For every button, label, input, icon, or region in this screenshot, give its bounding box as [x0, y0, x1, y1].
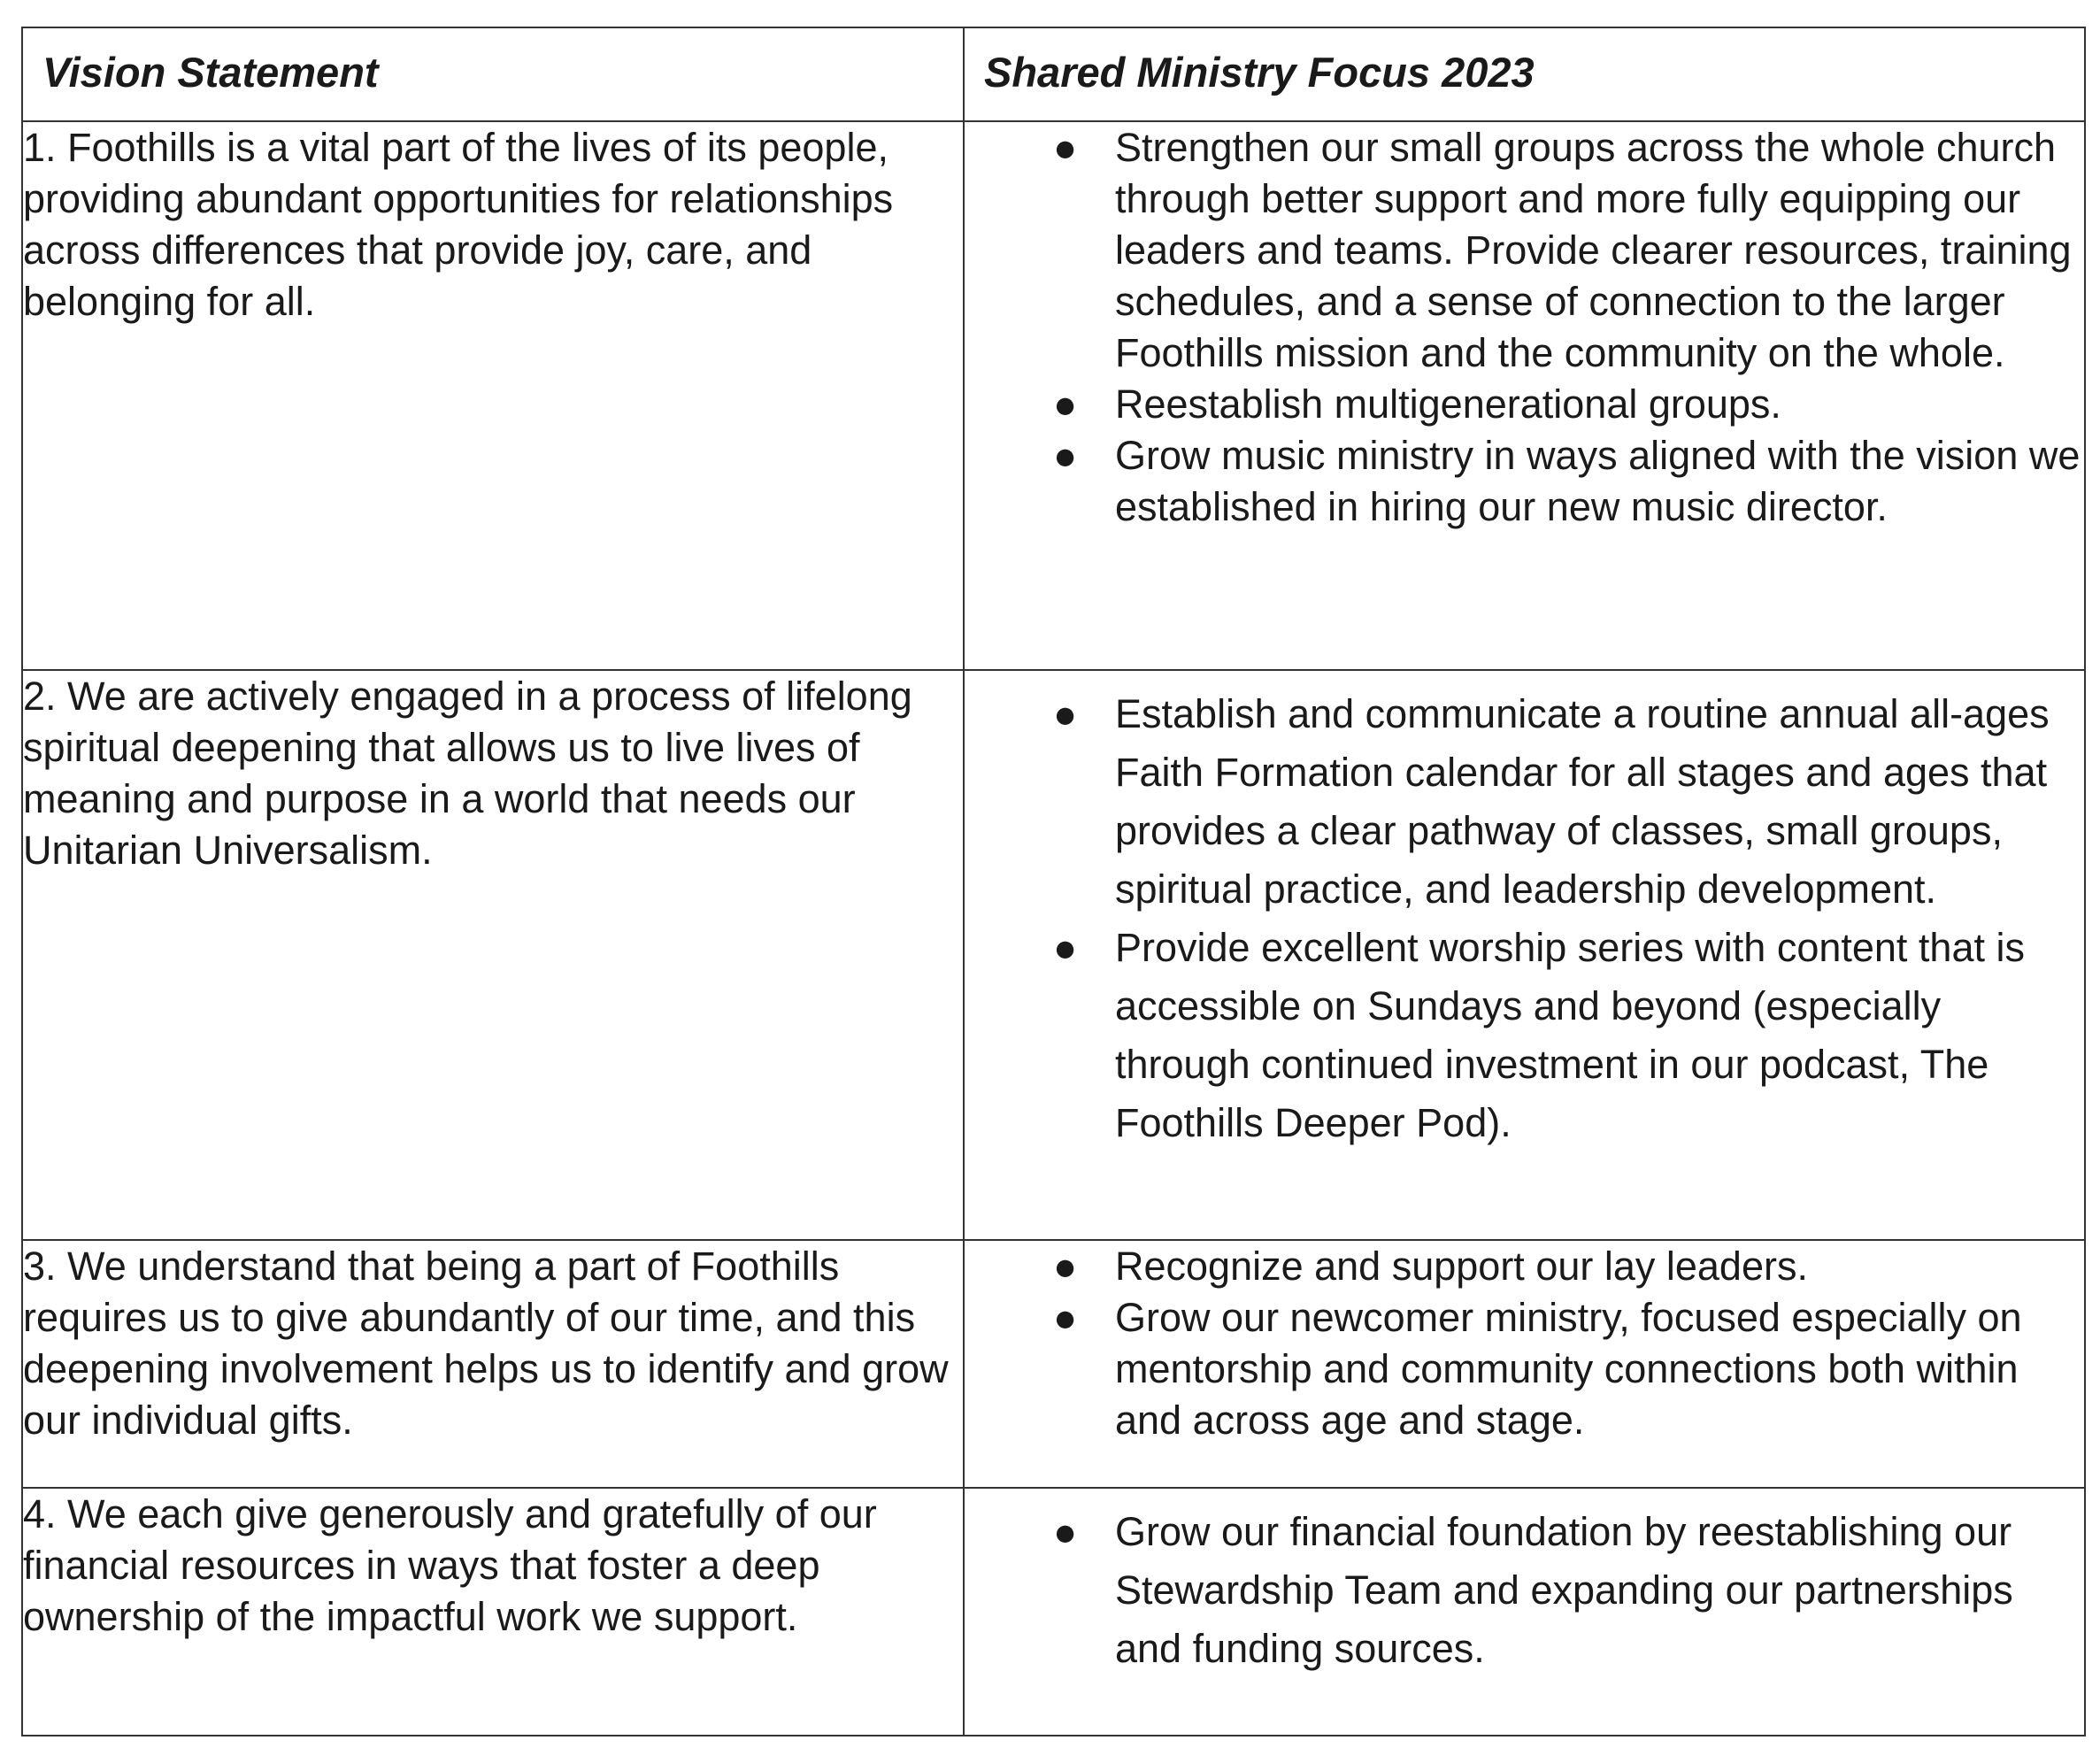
- list-item: [965, 379, 2084, 430]
- bullet-icon: ●: [1053, 433, 1078, 478]
- list-item: [965, 122, 2084, 379]
- vision-statement-cell: 4. We each give generously and gratefully of our financial resources in ways that foster a deep ownership of the impactful work we support.: [22, 1488, 964, 1736]
- focus-list: [965, 685, 2084, 1152]
- header-row: [22, 27, 2085, 121]
- table-row: [22, 670, 2085, 1240]
- table-row: [22, 1240, 2085, 1488]
- bullet-icon: ●: [1053, 125, 1078, 170]
- bullet-icon: ●: [1053, 1295, 1078, 1340]
- list-item: [965, 685, 2084, 919]
- list-item: [965, 1241, 2084, 1292]
- focus-list: [965, 122, 2084, 533]
- ministry-focus-cell: [964, 121, 2085, 670]
- vision-statement-cell: 1. Foothills is a vital part of the lives of its people, providing abundant opportunities for relationships across differences that provide joy, care, and belonging for all.: [22, 121, 964, 670]
- list-item: [965, 430, 2084, 533]
- table-row: [22, 121, 2085, 670]
- bullet-icon: ●: [1053, 1509, 1078, 1554]
- table-row: [22, 1488, 2085, 1736]
- focus-text: Grow music ministry in ways aligned with the vision we established in hiring our new music director.: [1115, 433, 2081, 529]
- ministry-focus-cell: [964, 1240, 2085, 1488]
- vision-statement-cell: 2. We are actively engaged in a process of lifelong spiritual deepening that allows us to live lives of meaning and purpose in a world that needs our Unitarian Universalism.: [22, 670, 964, 1240]
- ministry-focus-cell: [964, 1488, 2085, 1736]
- vision-statement-header: Vision Statement: [22, 27, 964, 121]
- focus-text: Reestablish multigenerational groups.: [1115, 381, 1781, 427]
- focus-list: [965, 1503, 2084, 1678]
- list-item: [965, 1503, 2084, 1678]
- ministry-focus-cell: [964, 670, 2085, 1240]
- list-item: [965, 919, 2084, 1152]
- focus-text: Strengthen our small groups across the whole church through better support and more fully equipping our leaders and teams. Provide clearer resources, training schedules, and a sense of connection to the larger Foothills mission and the community on the whole.: [1115, 125, 2072, 375]
- bullet-icon: ●: [1053, 381, 1078, 427]
- bullet-icon: ●: [1053, 691, 1078, 736]
- focus-text: Grow our financial foundation by reestablishing our Stewardship Team and expanding our partnerships and funding sources.: [1115, 1509, 2013, 1671]
- vision-statement-cell: 3. We understand that being a part of Foothills requires us to give abundantly of our time, and this deepening involvement helps us to identify and grow our individual gifts.: [22, 1240, 964, 1488]
- focus-text: Provide excellent worship series with content that is accessible on Sundays and beyond (especially through continued investment in our podcast, The Foothills Deeper Pod).: [1115, 925, 2025, 1145]
- vision-ministry-table: [21, 27, 2086, 1736]
- focus-text: Grow our newcomer ministry, focused especially on mentorship and community connections both within and across age and stage.: [1115, 1295, 2022, 1443]
- focus-list: [965, 1241, 2084, 1446]
- bullet-icon: ●: [1053, 1244, 1078, 1289]
- focus-text: Establish and communicate a routine annual all-ages Faith Formation calendar for all stages and ages that provides a clear pathway of classes, small groups, spiritual practice, and leadership development.: [1115, 691, 2050, 912]
- list-item: [965, 1292, 2084, 1446]
- focus-text: Recognize and support our lay leaders.: [1115, 1244, 1808, 1289]
- ministry-focus-header: Shared Ministry Focus 2023: [964, 27, 2085, 121]
- bullet-icon: ●: [1053, 925, 1078, 970]
